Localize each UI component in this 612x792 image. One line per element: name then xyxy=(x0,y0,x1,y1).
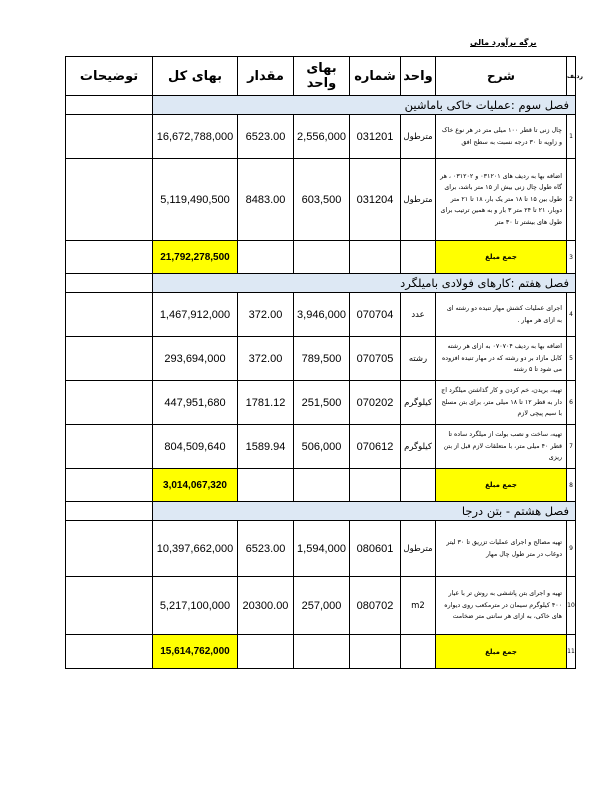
table-row xyxy=(66,115,576,159)
cell-unit: m2 xyxy=(401,577,436,635)
header-row-number: ردیف xyxy=(567,57,576,96)
cell-notes xyxy=(66,469,153,502)
sum-total: 21,792,278,500 xyxy=(153,241,238,274)
header-code: شماره xyxy=(350,57,401,96)
cell-empty xyxy=(350,241,401,274)
cell-notes xyxy=(66,241,153,274)
cell-notes xyxy=(66,381,153,425)
section-title: فصل هشتم - بتن درجا xyxy=(153,502,576,521)
cell-row-number: 10 xyxy=(567,577,576,635)
sum-label: جمع مبلغ xyxy=(436,635,567,669)
cell-code: 070705 xyxy=(350,337,401,381)
estimate-table xyxy=(65,56,583,669)
cell-unit-price: 789,500 xyxy=(294,337,350,381)
document-title: برگه برآورد مالی xyxy=(470,38,537,47)
table-row xyxy=(66,159,576,241)
table-row xyxy=(66,293,576,337)
cell-total-price: 5,217,100,000 xyxy=(153,577,238,635)
cell-empty xyxy=(401,635,436,669)
cell-description: تهیه، ساخت و نصب بولت از میلگرد ساده تا قطر ۴۰ میلی متر، با متعلقات لازم قبل از بتن ریزی xyxy=(436,425,567,469)
section-title: فصل سوم :عملیات خاکی باماشین xyxy=(153,96,576,115)
cell-total-price: 447,951,680 xyxy=(153,381,238,425)
section-header-row xyxy=(66,274,576,293)
cell-unit: رشته xyxy=(401,337,436,381)
cell-code: 070612 xyxy=(350,425,401,469)
cell-unit: مترطول xyxy=(401,159,436,241)
table-row xyxy=(66,381,576,425)
cell-unit-price: 257,000 xyxy=(294,577,350,635)
cell-code: 031204 xyxy=(350,159,401,241)
cell-row-number: 2 xyxy=(567,159,576,241)
cell-row-number: 6 xyxy=(567,381,576,425)
cell-notes xyxy=(66,159,153,241)
cell-unit: کیلوگرم xyxy=(401,381,436,425)
cell-description: تهیه و اجرای بتن پاششی به روش تر با عیار ۴۰۰ کیلوگرم سیمان در مترمکعب روی دیواره های خاکی، به ازای هر سانتی متر ضخامت xyxy=(436,577,567,635)
cell-empty xyxy=(238,635,294,669)
sum-label: جمع مبلغ xyxy=(436,469,567,502)
cell-row-number: 9 xyxy=(567,521,576,577)
cell-row-number: 3 xyxy=(567,241,576,274)
cell-total-price: 1,467,912,000 xyxy=(153,293,238,337)
cell-unit: مترطول xyxy=(401,521,436,577)
cell-code: 080601 xyxy=(350,521,401,577)
cell-notes xyxy=(66,293,153,337)
sum-total: 3,014,067,320 xyxy=(153,469,238,502)
cell-quantity: 1589.94 xyxy=(238,425,294,469)
header-total-price: بهای کل xyxy=(153,57,238,96)
sum-row xyxy=(66,635,576,669)
cell-code: 031201 xyxy=(350,115,401,159)
sum-row xyxy=(66,241,576,274)
cell-unit-price: 603,500 xyxy=(294,159,350,241)
table-row xyxy=(66,521,576,577)
cell-total-price: 5,119,490,500 xyxy=(153,159,238,241)
cell-unit-price: 506,000 xyxy=(294,425,350,469)
header-unit: واحد xyxy=(401,57,436,96)
header-description: شرح xyxy=(436,57,567,96)
cell-quantity: 1781.12 xyxy=(238,381,294,425)
cell-empty xyxy=(238,241,294,274)
cell-empty xyxy=(238,469,294,502)
table-row xyxy=(66,337,576,381)
cell-total-price: 10,397,662,000 xyxy=(153,521,238,577)
section-blank-cell xyxy=(66,96,153,115)
cell-description: اضافه بها به ردیف ۰۷۰۷۰۴ به ازای هر رشته کابل مازاد بر دو رشته که در مهار تنیده افزوده می شود تا ۵ رشته xyxy=(436,337,567,381)
cell-code: 080702 xyxy=(350,577,401,635)
cell-notes xyxy=(66,635,153,669)
table-row xyxy=(66,425,576,469)
cell-notes xyxy=(66,115,153,159)
cell-unit-price: 1,594,000 xyxy=(294,521,350,577)
cell-unit-price: 2,556,000 xyxy=(294,115,350,159)
cell-empty xyxy=(294,469,350,502)
cell-description: چال زنی تا قطر ۱۰۰ میلی متر در هر نوع خاک و زاویه تا ۳۰ درجه نسبت به سطح افق xyxy=(436,115,567,159)
cell-unit: کیلوگرم xyxy=(401,425,436,469)
cell-row-number: 5 xyxy=(567,337,576,381)
cell-notes xyxy=(66,521,153,577)
cell-quantity: 372.00 xyxy=(238,337,294,381)
cell-unit: مترطول xyxy=(401,115,436,159)
cell-quantity: 6523.00 xyxy=(238,115,294,159)
cell-unit-price: 251,500 xyxy=(294,381,350,425)
cell-description: اضافه بها به ردیف های ۰۳۱۲۰۱ و ۰۳۱۲۰۲ ، هر گاه طول چال زنی بیش از ۱۵ متر باشد، برای طول بین ۱۵ تا ۱۸ متر یک بار، ۱۸ تا ۲۱ متر دوبار، ۲۱ تا ۲۴ متر ۳ بار و به همین ترتیب برای طول های بیشتر تا ۳۰ متر xyxy=(436,159,567,241)
cell-quantity: 372.00 xyxy=(238,293,294,337)
sum-label: جمع مبلغ xyxy=(436,241,567,274)
cell-quantity: 20300.00 xyxy=(238,577,294,635)
cell-empty xyxy=(350,635,401,669)
cell-quantity: 6523.00 xyxy=(238,521,294,577)
header-unit-price: بهای واحد xyxy=(294,57,350,96)
cell-quantity: 8483.00 xyxy=(238,159,294,241)
cell-row-number: 1 xyxy=(567,115,576,159)
cell-total-price: 804,509,640 xyxy=(153,425,238,469)
cell-empty xyxy=(401,241,436,274)
table-row xyxy=(66,577,576,635)
sum-row xyxy=(66,469,576,502)
header-quantity: مقدار xyxy=(238,57,294,96)
cell-empty xyxy=(294,241,350,274)
cell-total-price: 293,694,000 xyxy=(153,337,238,381)
cell-description: تهیه، بریدن، خم کردن و کار گذاشتن میلگرد اج دار به قطر ۱۲ تا ۱۸ میلی متر، برای بتن مسلح با سیم پیچی لازم xyxy=(436,381,567,425)
sum-total: 15,614,762,000 xyxy=(153,635,238,669)
cell-description: اجرای عملیات کشش مهار تنیده دو رشته ای به ازای هر مهار . xyxy=(436,293,567,337)
cell-row-number: 8 xyxy=(567,469,576,502)
section-header-row xyxy=(66,502,576,521)
cell-unit: عدد xyxy=(401,293,436,337)
cell-description: تهیه مصالح و اجرای عملیات تزریق تا ۳۰ لیتر دوغاب در متر طول چال مهار xyxy=(436,521,567,577)
cell-unit-price: 3,946,000 xyxy=(294,293,350,337)
cell-empty xyxy=(350,469,401,502)
cell-notes xyxy=(66,337,153,381)
cell-code: 070704 xyxy=(350,293,401,337)
section-header-row xyxy=(66,96,576,115)
cell-row-number: 11 xyxy=(567,635,576,669)
cell-empty xyxy=(401,469,436,502)
cell-code: 070202 xyxy=(350,381,401,425)
cell-total-price: 16,672,788,000 xyxy=(153,115,238,159)
cell-empty xyxy=(294,635,350,669)
cell-row-number: 4 xyxy=(567,293,576,337)
header-row xyxy=(66,57,576,96)
header-notes: توضیحات xyxy=(66,57,153,96)
cell-notes xyxy=(66,577,153,635)
cell-notes xyxy=(66,425,153,469)
section-blank-cell xyxy=(66,502,153,521)
section-blank-cell xyxy=(66,274,153,293)
cell-row-number: 7 xyxy=(567,425,576,469)
section-title: فصل هفتم :کارهای فولادی بامیلگرد xyxy=(153,274,576,293)
